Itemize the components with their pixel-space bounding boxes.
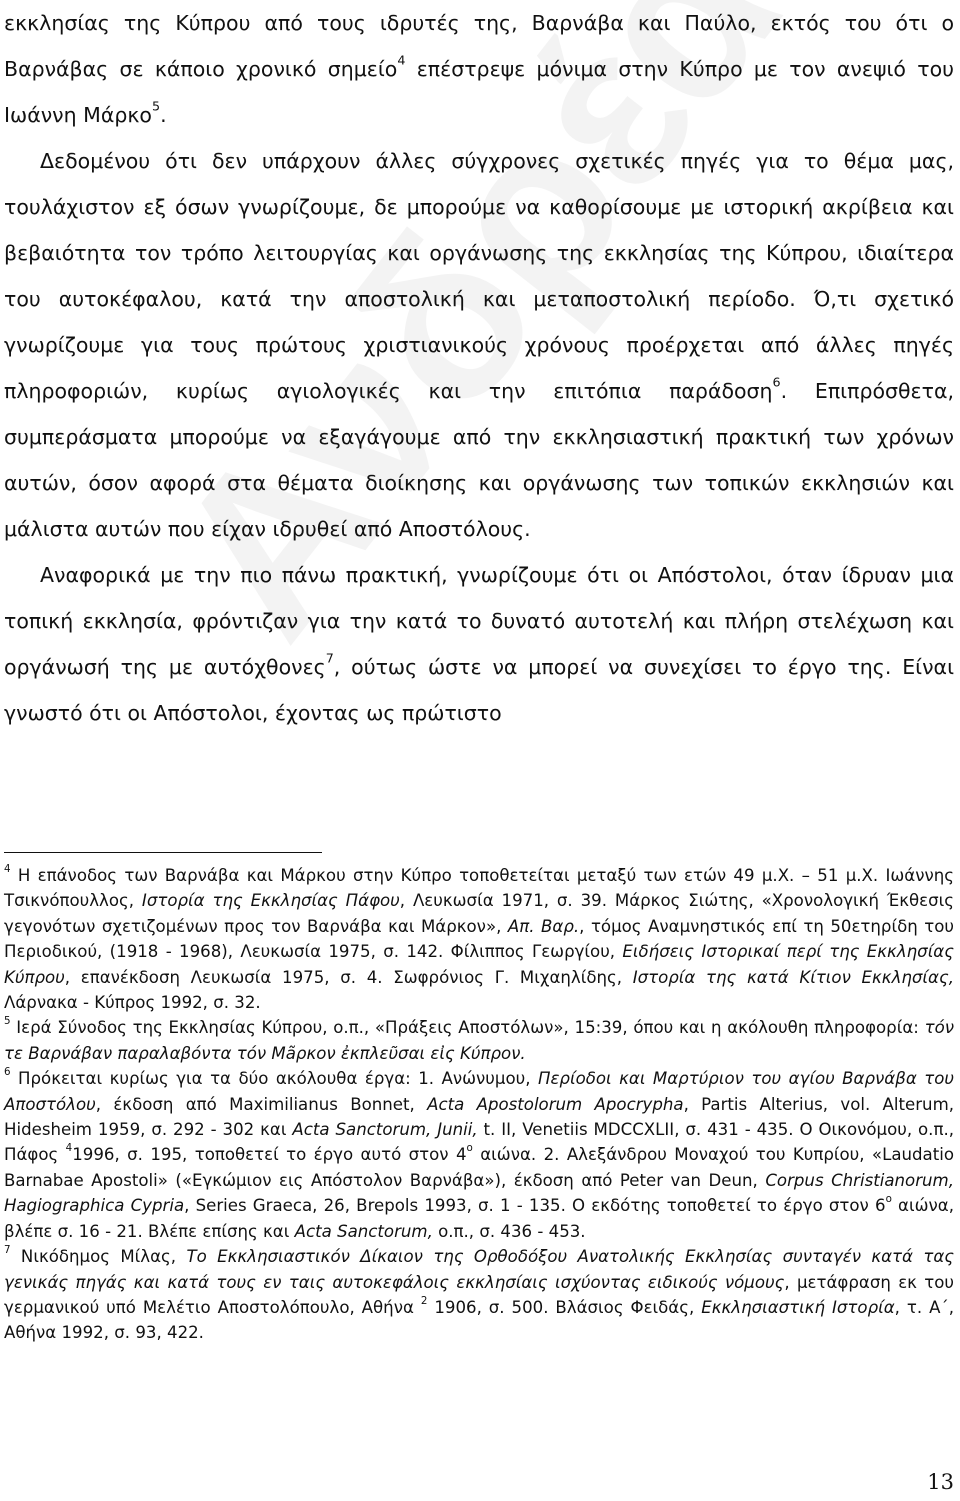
footnote-7: $^7$ Νικόδημος Μίλας, Το Εκκλησιαστικόν Δίκαιον της Ορθοδόξου Ανατολικής Εκκλησίας συνταγέν κατά τας γενικάς πηγάς και κατά τους εν ταις αυτοκεφάλοις εκκλησίαις ισχύοντας ειδικούς νόμους, μετάφραση εκ του γερμανικού υπό Μελέτιο Αποστολόπουλο, Αθήνα $^2$ 1906, σ. 500. Βλάσιος Φειδάς, Εκκλησιαστική Ιστορία, τ. Α΄, Αθήνα 1992, σ. 93, 422. <box>4 1243 955 1343</box>
paragraph-3: Αναφορικά με την πιο πάνω πρακτική, γνωρίζουμε ότι οι Απόστολοι, όταν ίδρυαν μια τοπική εκκλησία, φρόντιζαν για την κατά το δυνατό αυτοτελή και πλήρη στελέχωση και οργάνωσή της με αυτόχθονες$^7$, ούτως ώστε να μπορεί να συνεχίσει το έργο της. Είναι γνωστό ότι οι Απόστολοι, έχοντας ως πρώτιστο <box>4 563 955 725</box>
footnote-ref-6[interactable]: 6 <box>772 374 781 390</box>
footnote-5: $^5$ Ιερά Σύνοδος της Εκκλησίας Κύπρου, ο.π., «Πράξεις Αποστόλων», 15:39, όπου και η ακόλουθη πληροφορία: τόν τε Βαρνάβαν παραλαβόντα τόν Μãρκον ἐκπλεῦσαι εἰς Κύπρον. <box>4 1015 954 1063</box>
main-text <box>4 0 954 736</box>
page-number: 13 <box>927 1470 954 1494</box>
footnote-number: 7 <box>4 1243 11 1256</box>
footnote-ref-4[interactable]: 4 <box>397 52 406 68</box>
footnote-number: 4 <box>4 862 11 875</box>
footnote-4: $^4$ Η επάνοδος των Βαρνάβα και Μάρκου στην Κύπρο τοποθετείται μεταξύ των ετών 49 μ.Χ. – 51 μ.Χ. Ιωάννης Τσικνόπουλλος, Ιστορία της Εκκλησίας Πάφου, Λευκωσία 1971, σ. 39. Μάρκος Σιώτης, «Χρονολογική Έκθεσις γεγονότων σχετιζομένων προς τον Βαρνάβα και Μάρκον», Απ. Βαρ., τόμος Αναμνηστικός επί τη 50ετηρίδη του Περιοδικού, (1918 - 1968), Λευκωσία 1975, σ. 142. Φίλιππος Γεωργίου, Ειδήσεις Ιστορικαί περί της Εκκλησίας Κύπρου, επανέκδοση Λευκωσία 1975, σ. 4. Σωφρόνιος Γ. Μιχαηλίδης, Ιστορία της κατά Κίτιον Εκκλησίας, Λάρνακα - Κύπρος 1992, σ. 32. <box>4 862 955 1013</box>
footnote-separator <box>4 852 322 853</box>
footnote-6: $^6$ Πρόκειται κυρίως για τα δύο ακόλουθα έργα: 1. Ανώνυμου, Περίοδοι και Μαρτύριον του αγίου Βαρνάβα του Αποστόλου, έκδοση από Maximilianus Bonnet, Acta Apostolorum Apocrypha, Partis Alterius, vol. Alterum, Hidesheim 1959, σ. 292 - 302 και Acta Sanctorum, Junii, t. II, Venetiis MDCCXLII, σ. 431 - 435. Ο Οικονόμου, ο.π., Πάφος $^4$1996, σ. 195, τοποθετεί το έργο αυτό στον $4^o$ αιώνα. 2. Αλεξάνδρου Μοναχού του Κυπρίου, «Laudatio Barnabae Apostoli» («Εγκώμιον εις Απόστολον Βαρνάβα»), έκδοση από Peter van Deun, Corpus Christianorum, Hagiographica Cypria, Series Graeca, 26, Brepols 1993, σ. 1 - 135. Ο εκδότης τοποθετεί το έργο στον $6^o$ αιώνα, βλέπε σ. 16 - 21. Βλέπε επίσης και Acta Sanctorum, ο.π., σ. 436 - 453. <box>4 1066 955 1241</box>
footnote-number: 6 <box>4 1066 11 1078</box>
footnotes <box>4 863 954 1346</box>
paragraph-2: Δεδομένου ότι δεν υπάρχουν άλλες σύγχρονες σχετικές πηγές για το θέμα μας, τουλάχιστον εξ όσων γνωρίζουμε, δε μπορούμε να καθορίσουμε με ιστορική ακρίβεια και βεβαιότητα τον τρόπο λειτουργίας και οργάνωσης της εκκλησίας της Κύπρου, ιδιαίτερα του αυτοκέφαλου, κατά την αποστολική και μεταποστολική περίοδο. Ό,τι σχετικό γνωρίζουμε για τους πρώτους χριστιανικούς χρόνους προέρχεται από άλλες πηγές πληροφοριών, κυρίως αγιολογικές και την επιτόπια παράδοση$^6$. Επιπρόσθετα, συμπεράσματα μπορούμε να εξαγάγουμε από την εκκλησιαστική πρακτική των χρόνων αυτών, όσον αφορά στα θέματα διοίκησης και οργάνωσης των τοπικών εκκλησιών και μάλιστα αυτών που είχαν ιδρυθεί από Αποστόλους. <box>4 149 954 541</box>
paragraph-1: εκκλησίας της Κύπρου από τους ιδρυτές της, Βαρνάβα και Παύλο, εκτός του ότι ο Βαρνάβας σε κάποιο χρονικό σημείο$^4$ επέστρεψε μόνιμα στην Κύπρο με τον ανεψιό του Ιωάννη Μάρκο$^5$. <box>4 11 954 127</box>
footnote-number: 5 <box>4 1015 11 1028</box>
footnote-ref-7[interactable]: 7 <box>325 650 334 666</box>
footnote-ref-5[interactable]: 5 <box>151 98 161 114</box>
